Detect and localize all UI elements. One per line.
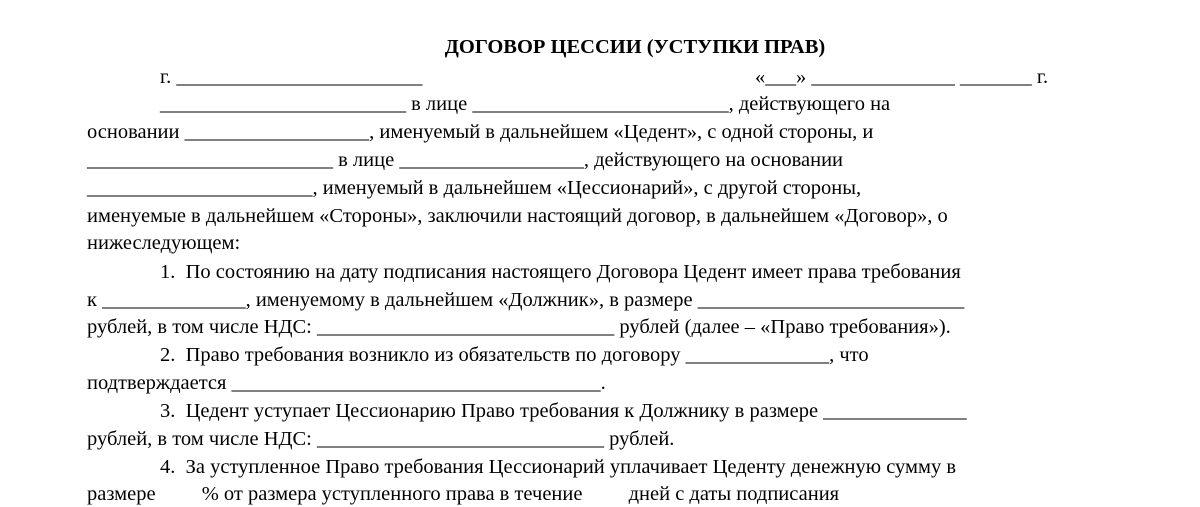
text-line: рублей, в том числе НДС: _____________________________ рублей (далее – «Право требования»). xyxy=(87,316,951,338)
clause-2-line: 2. Право требования возникло из обязательств по договору ______________, что xyxy=(160,344,869,366)
text-line: к ______________, именуемому в дальнейшем «Должник», в размере __________________________ xyxy=(87,289,965,311)
text-line: размере % от размера уступленного права в течение дней с даты подписания xyxy=(87,483,840,505)
text-line: ________________________ в лице __________________, действующего на основании xyxy=(87,149,844,171)
clause-4-line: 4. За уступленное Право требования Цессионарий уплачивает Цеденту денежную сумму в xyxy=(160,456,957,478)
text-line: рублей, в том числе НДС: ____________________________ рублей. xyxy=(87,428,675,450)
clause-1-line: 1. По состоянию на дату подписания настоящего Договора Цедент имеет права требования xyxy=(160,261,961,283)
text-line: нижеследующем: xyxy=(87,232,241,254)
text-line: ________________________ в лице _________________________, действующего на xyxy=(160,93,891,115)
place-line: г. ________________________ xyxy=(160,66,423,88)
date-line: «___» ______________ _______ г. xyxy=(755,66,1049,88)
text-line: основании __________________, именуемый в дальнейшем «Цедент», с одной стороны, и xyxy=(87,121,874,143)
clause-3-line: 3. Цедент уступает Цессионарию Право требования к Должнику в размере ______________ xyxy=(160,400,967,422)
text-line: подтверждается ____________________________________. xyxy=(87,372,606,394)
text-line: ______________________, именуемый в дальнейшем «Цессионарий», с другой стороны, xyxy=(87,177,862,199)
text-line: именуемые в дальнейшем «Стороны», заключили настоящий договор, в дальнейшем «Договор», о xyxy=(87,205,948,227)
document-title: ДОГОВОР ЦЕССИИ (УСТУПКИ ПРАВ) xyxy=(444,36,826,58)
